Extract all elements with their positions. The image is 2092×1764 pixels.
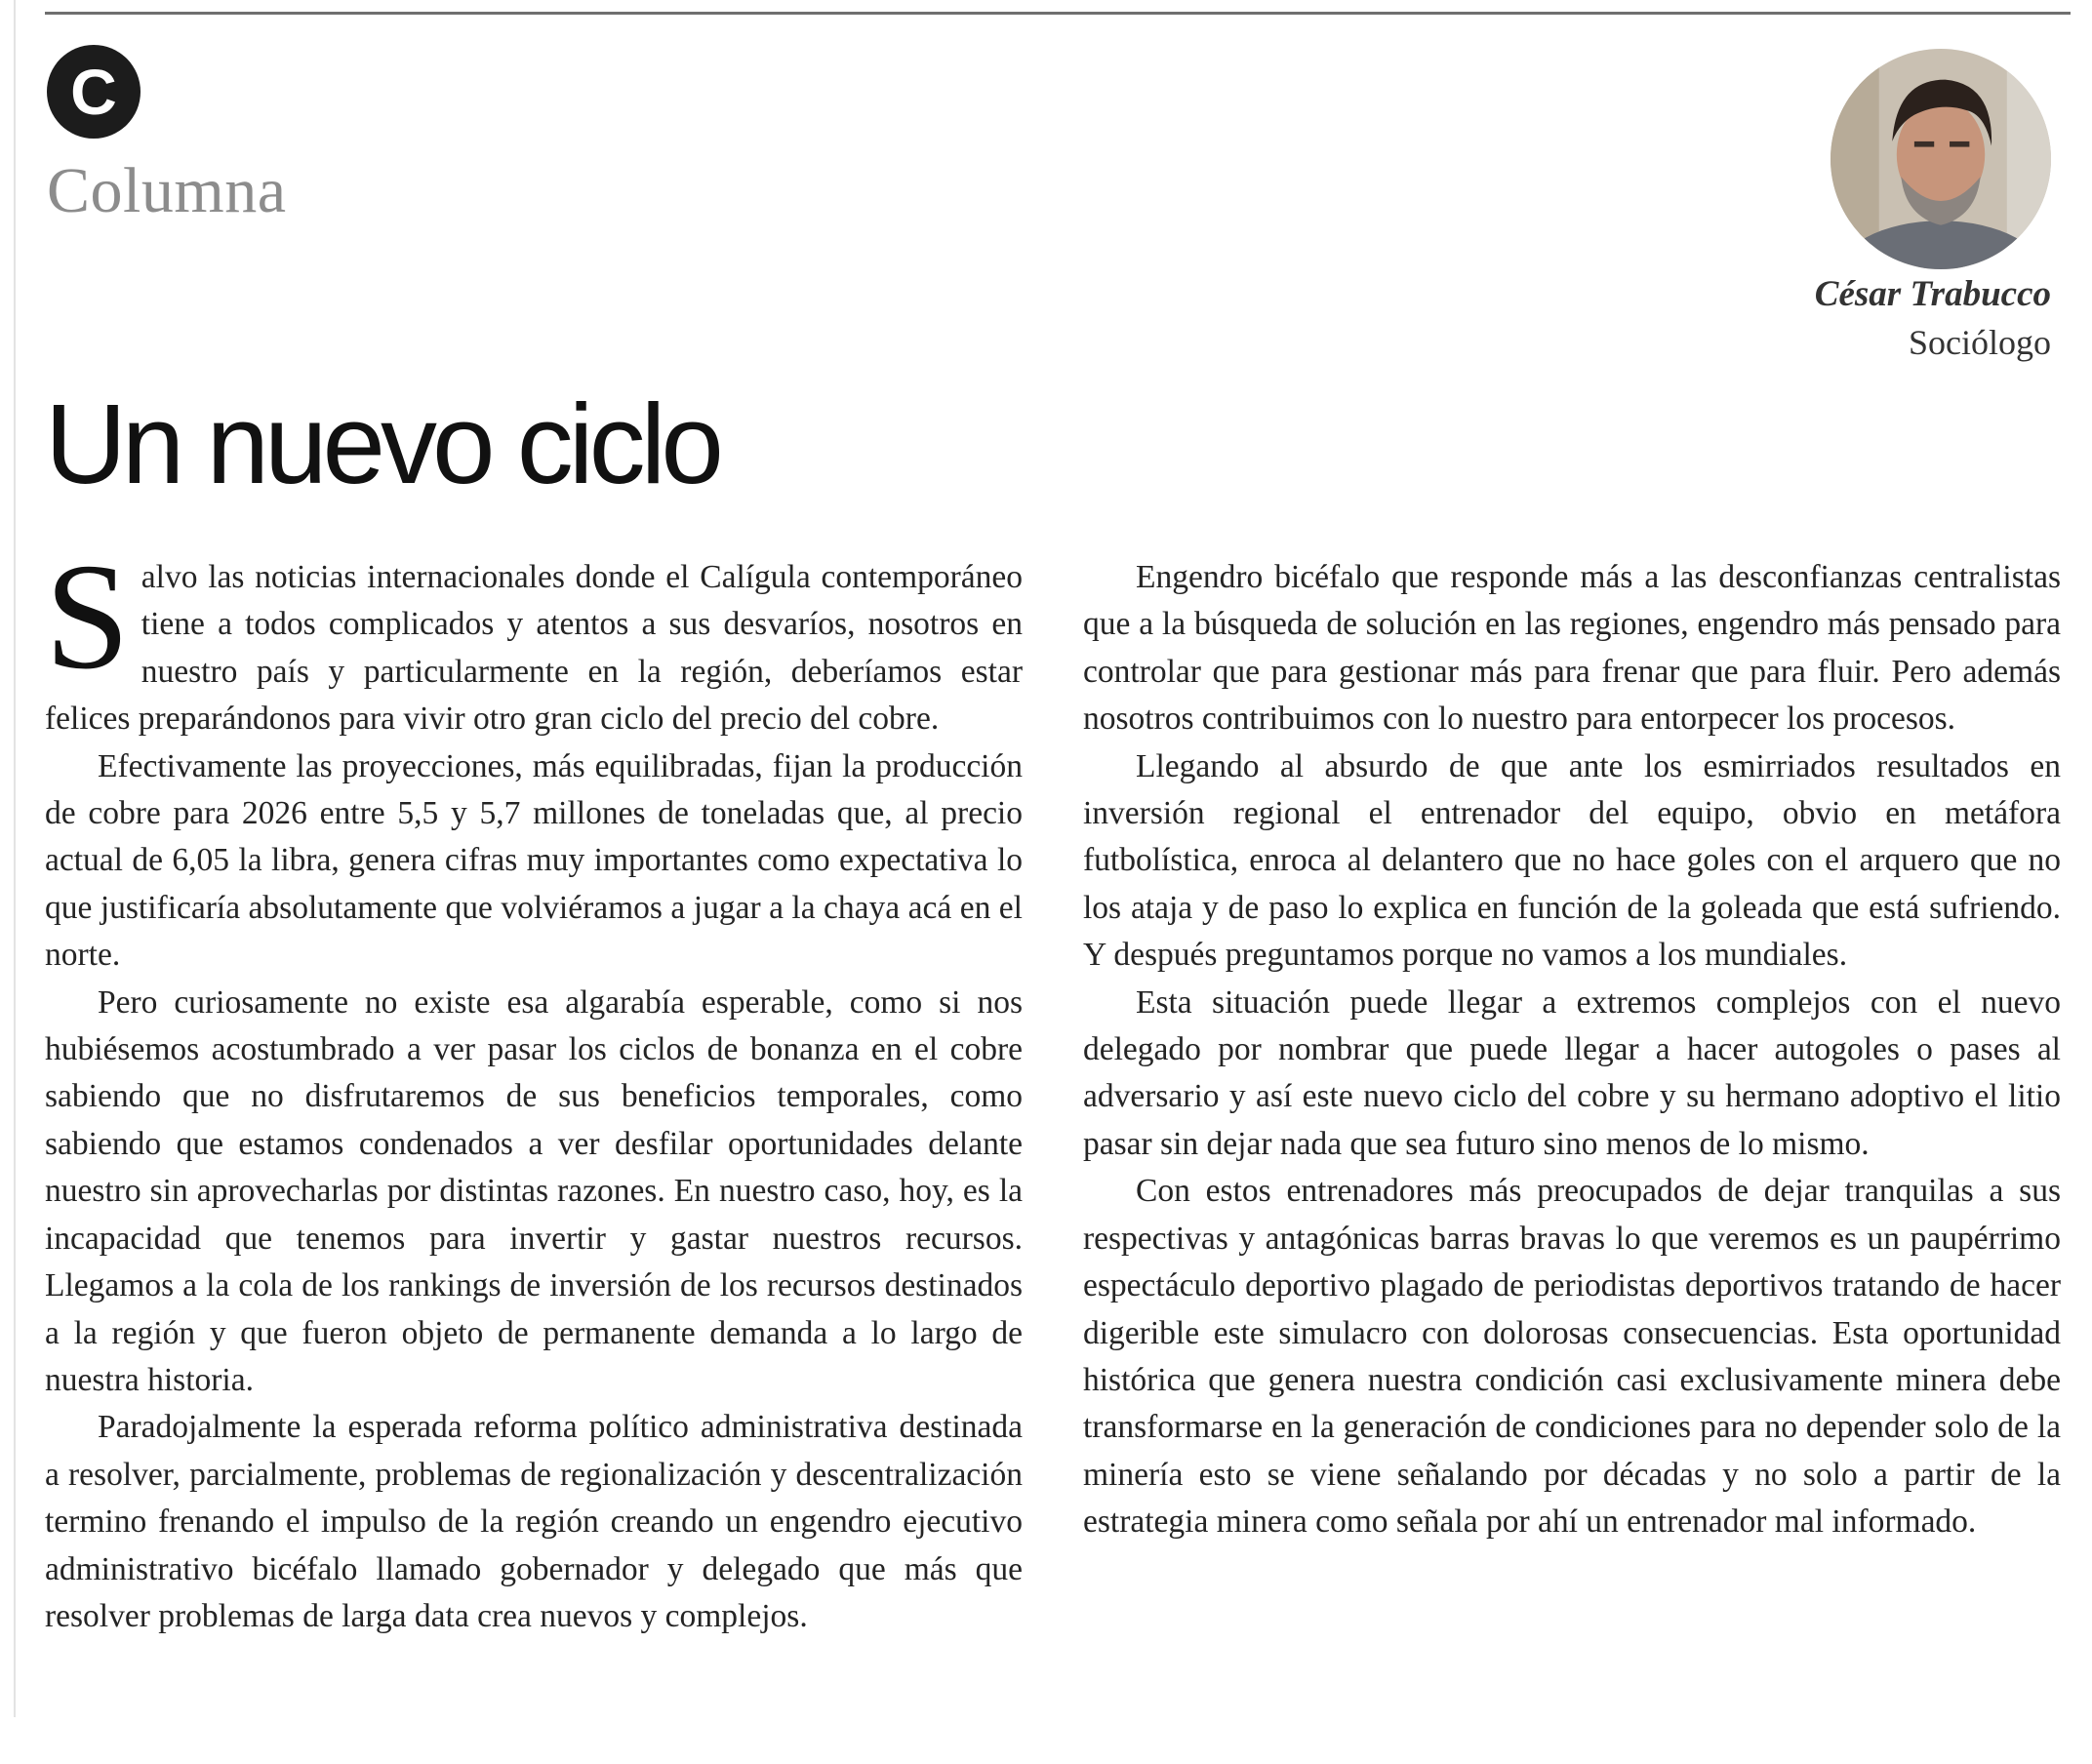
article-paragraph-4: Paradojalmente la esperada reforma político administrativa destinada a resolver, parcialmente, problemas de regionalización y descentralización termino frenando el impulso de la región creando un engendro ejecutivo administrativo bicéfalo llamado gobernador y delegado que más que resolver problemas de larga data crea nuevos y complejos.	[45, 1409, 1023, 1634]
article-paragraph-6: Llegando al absurdo de que ante los esmirriados resultados en inversión regional el entrenador del equipo, obvio en metáfora futbolística, enroca al delantero que no hace goles con el arquero que no los ataja y de paso lo explica en función de la goleada que está sufriendo. Y después preguntamos porque no vamos a los mundiales.	[1083, 747, 2061, 974]
author-portrait-icon	[1830, 49, 2051, 269]
author-avatar	[1830, 49, 2051, 269]
article-paragraph-7: Esta situación puede llegar a extremos complejos con el nuevo delegado por nombrar que puede llegar a hacer autogoles o pases al adversario y así este nuevo ciclo del cobre y su hermano adoptivo el litio pasar sin dejar nada que sea futuro sino menos de lo mismo.	[1083, 983, 2061, 1162]
paragraph-text: alvo las noticias internacionales donde el Calígula contemporáneo tiene a todos complicados y atentos a sus desvaríos, nosotros en nuestro país y particularmente en la región, deberíamos estar felices preparándonos para vivir otro gran ciclo del precio del cobre.	[45, 559, 1023, 738]
article-paragraph-5: Engendro bicéfalo que responde más a las desconfianzas centralistas que a la búsqueda de solución en las regiones, engendro más pensado para controlar que para gestionar más para frenar que para fluir. Pero además nosotros contribuimos con lo nuestro para entorpecer los procesos.	[1083, 559, 2061, 738]
section-label: Columna	[47, 155, 287, 226]
article-paragraph-3: Pero curiosamente no existe esa algarabía esperable, como si nos hubiésemos acostumbrado a ver pasar los ciclos de bonanza en el cobre sabiendo que no disfrutaremos de sus beneficios temporales, como sabiendo que estamos condenados a ver desfilar oportunidades delante nuestro sin aprovecharlas por distintas razones. En nuestro caso, hoy, es la incapacidad que tenemos para invertir y gastar nuestros recursos. Llegamos a la cola de los rankings de inversión de los recursos destinados a la región y que fueron objeto de permanente demanda a lo largo de nuestra historia.	[45, 983, 1023, 1398]
article-paragraph-1	[45, 532, 1023, 743]
article-column-right	[1083, 554, 2061, 1546]
article-paragraph-8: Con estos entrenadores más preocupados de dejar tranquilas a sus respectivas y antagónicas barras bravas lo que veremos es un paupérrimo espectáculo deportivo plagado de periodistas deportivos tratando de hacer digerible este simulacro con dolorosas consecuencias. Esta oportunidad histórica que genera nuestra condición casi exclusivamente minera debe transformarse en la generación de condiciones para no depender solo de la minería esto se viene señalando por décadas y no solo a partir de la estrategia minera como señala por ahí un entrenador mal informado.	[1083, 1173, 2061, 1541]
author-name: César Trabucco	[1814, 274, 2051, 314]
drop-cap: S	[45, 532, 130, 701]
top-divider	[45, 12, 2071, 15]
page-left-rule	[14, 0, 16, 1717]
article-headline: Un nuevo ciclo	[45, 381, 719, 507]
article-column-left	[45, 532, 1023, 1640]
author-role: Sociólogo	[1908, 323, 2051, 362]
article-paragraph-2: Efectivamente las proyecciones, más equilibradas, fijan la producción de cobre para 2026 entre 5,5 y 5,7 millones de toneladas que, al precio actual de 6,05 la libra, genera cifras muy importantes como expectativa lo que justificaría absolutamente que volviéramos a jugar a la chaya acá en el norte.	[45, 747, 1023, 974]
section-badge-icon: C	[47, 45, 141, 139]
